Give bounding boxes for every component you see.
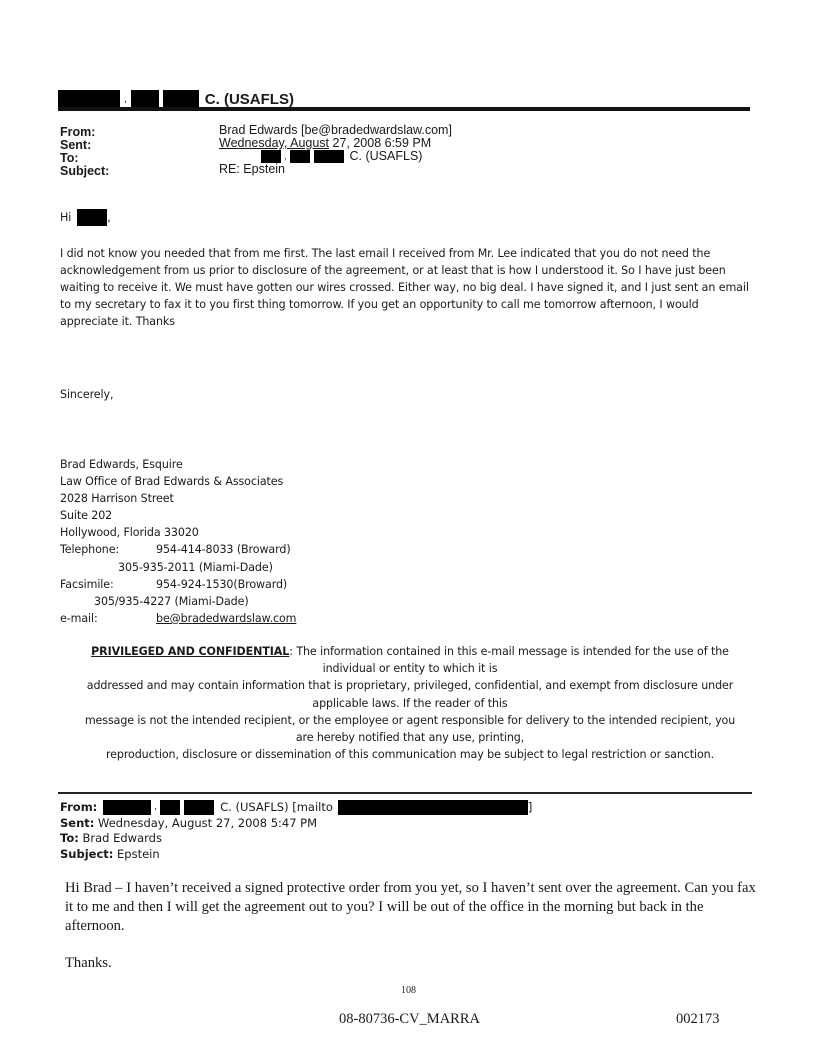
header-labels: [60, 126, 109, 178]
priv-line-1: [60, 643, 760, 660]
greeting-word: Hi: [60, 211, 72, 224]
quoted-thanks: Thanks.: [65, 955, 112, 971]
sent-value-underlined: Wednesday, August: [219, 136, 330, 150]
quoted-sent-value: Wednesday, August 27, 2008 5:47 PM: [94, 815, 318, 830]
priv-line-1-text: : The information contained in this e-mail message is intended for the use of the: [289, 645, 729, 658]
priv-line-6: are hereby notified that any use, printing,: [295, 731, 525, 745]
sig-tel-row-2: [60, 559, 296, 576]
sig-fax-row: [60, 576, 296, 593]
sig-email-label: e-mail:: [60, 611, 98, 625]
sig-email-link[interactable]: be@bradedwardslaw.com: [156, 611, 297, 625]
sig-fax-2: 305/935-4227 (Miami-Dade): [94, 594, 249, 608]
header-values: [219, 124, 452, 176]
confidentiality-notice: [60, 643, 760, 763]
from-value: Brad Edwards [be@bradedwardslaw.com]: [219, 123, 452, 137]
redaction-block: [314, 150, 344, 163]
quoted-to-label: To:: [60, 831, 79, 845]
sig-suite: Suite 202: [60, 509, 113, 523]
to-value-text: C. (USAFLS): [349, 149, 423, 163]
subject-label: Subject:: [60, 164, 110, 178]
signature-block: [60, 456, 296, 627]
redaction-block: [163, 90, 199, 108]
sig-tel-2: 305-935-2011 (Miami-Dade): [118, 560, 273, 574]
to-comma: ,: [284, 151, 287, 161]
quoted-sent-label: Sent:: [60, 815, 95, 830]
quoted-to-row: [60, 831, 532, 847]
sig-tel-row: [60, 541, 296, 558]
title-divider: [58, 107, 750, 111]
sig-fax-label: Facsimile:: [60, 577, 114, 591]
priv-line-4: applicable laws. If the reader of this: [312, 696, 508, 710]
sent-value-rest: 27, 2008 6:59 PM: [329, 136, 432, 150]
sent-label: Sent:: [60, 138, 92, 152]
sig-fax-row-2: [60, 593, 296, 610]
quoted-from-close: ]: [527, 800, 533, 814]
sig-tel-1: 954-414-8033 (Broward): [156, 543, 291, 557]
case-number: 08-80736-CV_MARRA: [339, 1011, 480, 1027]
to-value: [261, 150, 452, 163]
quoted-subject-row: [60, 847, 532, 863]
quoted-header: [60, 800, 532, 862]
redaction-block: [160, 800, 180, 815]
redaction-block: [131, 90, 159, 108]
quoted-from-label: From:: [60, 800, 98, 814]
priv-label: PRIVILEGED AND CONFIDENTIAL: [91, 645, 290, 658]
message-body: I did not know you needed that from me first. The last email I received from Mr. Lee indicated that you do not need the acknowledgement from us prior to disclosure of the agreement, or at least that is how I understood it. So I have just been waiting to receive it. We must have gotten our wires crossed. Either way, no big deal. I have signed it, and I just sent an email to my secretary to fax it to you first thing tomorrow. If you get an opportunity to call me tomorrow afternoon, I would appreciate it. Thanks: [60, 247, 749, 328]
title-comma: ,: [124, 93, 127, 105]
sig-tel-label: Telephone:: [60, 543, 120, 557]
redaction-block: [290, 150, 310, 163]
to-label: To:: [60, 151, 79, 165]
title-suffix: C. (USAFLS): [204, 90, 294, 108]
greeting-punct: ,: [107, 211, 111, 224]
redaction-block: [184, 800, 214, 815]
greeting: [60, 209, 111, 226]
quoted-subject-label: Subject:: [60, 846, 114, 861]
sig-street: 2028 Harrison Street: [60, 492, 174, 506]
sig-fax-1: 954-924-1530(Broward): [156, 577, 288, 591]
redaction-block: [77, 209, 107, 226]
quoted-to-value: Brad Edwards: [78, 831, 162, 845]
redaction-block: [103, 800, 151, 815]
page-number: 108: [401, 985, 416, 996]
quoted-sent-row: [60, 816, 532, 832]
priv-line-3: addressed and may contain information that is proprietary, privileged, confidential, and exempt from disclosure under: [86, 679, 734, 693]
redaction-block: [338, 800, 528, 815]
bates-number: 002173: [676, 1011, 720, 1027]
quoted-from-row: [60, 800, 532, 816]
sig-city: Hollywood, Florida 33020: [60, 526, 199, 540]
priv-line-2: individual or entity to which it is: [322, 662, 498, 676]
quoted-from-value: C. (USAFLS) [mailto: [220, 800, 333, 814]
quoted-comma: ,: [154, 802, 158, 812]
priv-line-7: reproduction, disclosure or dissemination of this communication may be subject to legal restriction or sanction.: [105, 748, 715, 762]
from-label: From:: [60, 125, 96, 139]
sig-firm: Law Office of Brad Edwards & Associates: [60, 475, 284, 489]
quoted-divider: [58, 792, 752, 794]
subject-value: RE: Epstein: [219, 162, 286, 176]
closing: Sincerely,: [60, 388, 114, 401]
priv-line-5: message is not the intended recipient, or the employee or agent responsible for delivery to the intended recipient, you: [84, 713, 736, 727]
sig-email-row: [60, 610, 296, 627]
quoted-body: Hi Brad – I haven’t received a signed protective order from you yet, so I haven’t sent over the agreement. Can you fax it to me and then I will get the agreement out to you? I will be out of the office in the morning but back in the afternoon.: [65, 880, 756, 934]
sig-name: Brad Edwards, Esquire: [60, 458, 183, 471]
redaction-block: [58, 90, 120, 108]
quoted-subject-value: Epstein: [113, 846, 160, 861]
